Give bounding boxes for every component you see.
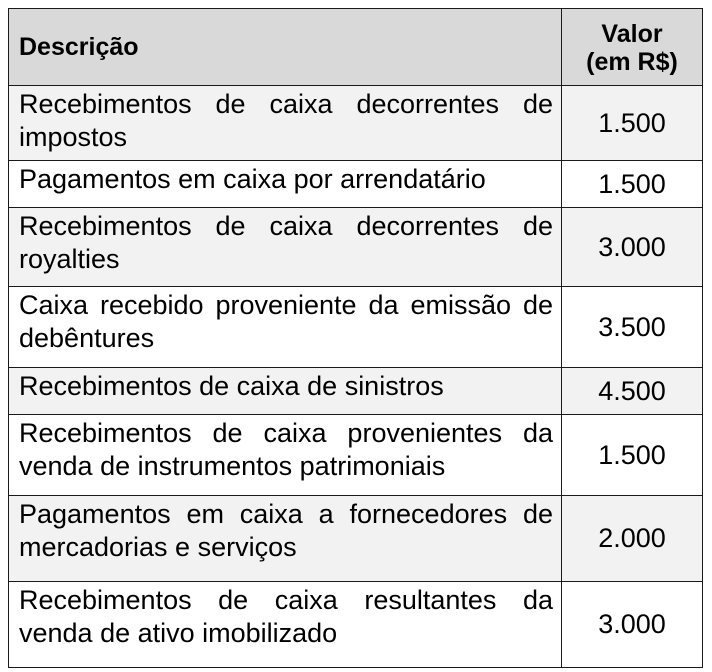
header-description: Descrição: [9, 9, 562, 86]
cash-flow-table: [8, 8, 703, 668]
table-row: [9, 415, 703, 496]
row-description: Recebimentos de caixa decorrentes de impostos: [9, 86, 562, 161]
row-description: Recebimentos de caixa de sinistros: [9, 368, 562, 415]
table-body: [9, 86, 703, 668]
row-value: 3.000: [562, 582, 703, 668]
row-value: 3.500: [562, 287, 703, 368]
row-description: Recebimentos de caixa resultantes da venda de ativo imobilizado: [9, 582, 562, 668]
header-value-line2: (em R$): [586, 48, 678, 76]
table-row: [9, 368, 703, 415]
table-row: [9, 582, 703, 668]
cash-flow-table-container: [8, 8, 702, 668]
header-row: [9, 9, 703, 86]
row-value: 2.000: [562, 496, 703, 582]
header-value-line1: Valor: [601, 20, 663, 48]
row-value: 4.500: [562, 368, 703, 415]
row-description: Pagamentos em caixa a fornecedores de mercadorias e serviços: [9, 496, 562, 582]
row-value: 3.000: [562, 208, 703, 287]
table-row: [9, 287, 703, 368]
row-value: 1.500: [562, 415, 703, 496]
table-row: [9, 496, 703, 582]
row-description: Caixa recebido proveniente da emissão de debêntures: [9, 287, 562, 368]
table-row: [9, 208, 703, 287]
row-description: Recebimentos de caixa provenientes da venda de instrumentos patrimoniais: [9, 415, 562, 496]
row-description: Pagamentos em caixa por arrendatário: [9, 161, 562, 208]
header-value: [562, 9, 703, 86]
row-value: 1.500: [562, 161, 703, 208]
table-header: [9, 9, 703, 86]
table-row: [9, 86, 703, 161]
table-row: [9, 161, 703, 208]
row-description: Recebimentos de caixa decorrentes de royalties: [9, 208, 562, 287]
row-value: 1.500: [562, 86, 703, 161]
